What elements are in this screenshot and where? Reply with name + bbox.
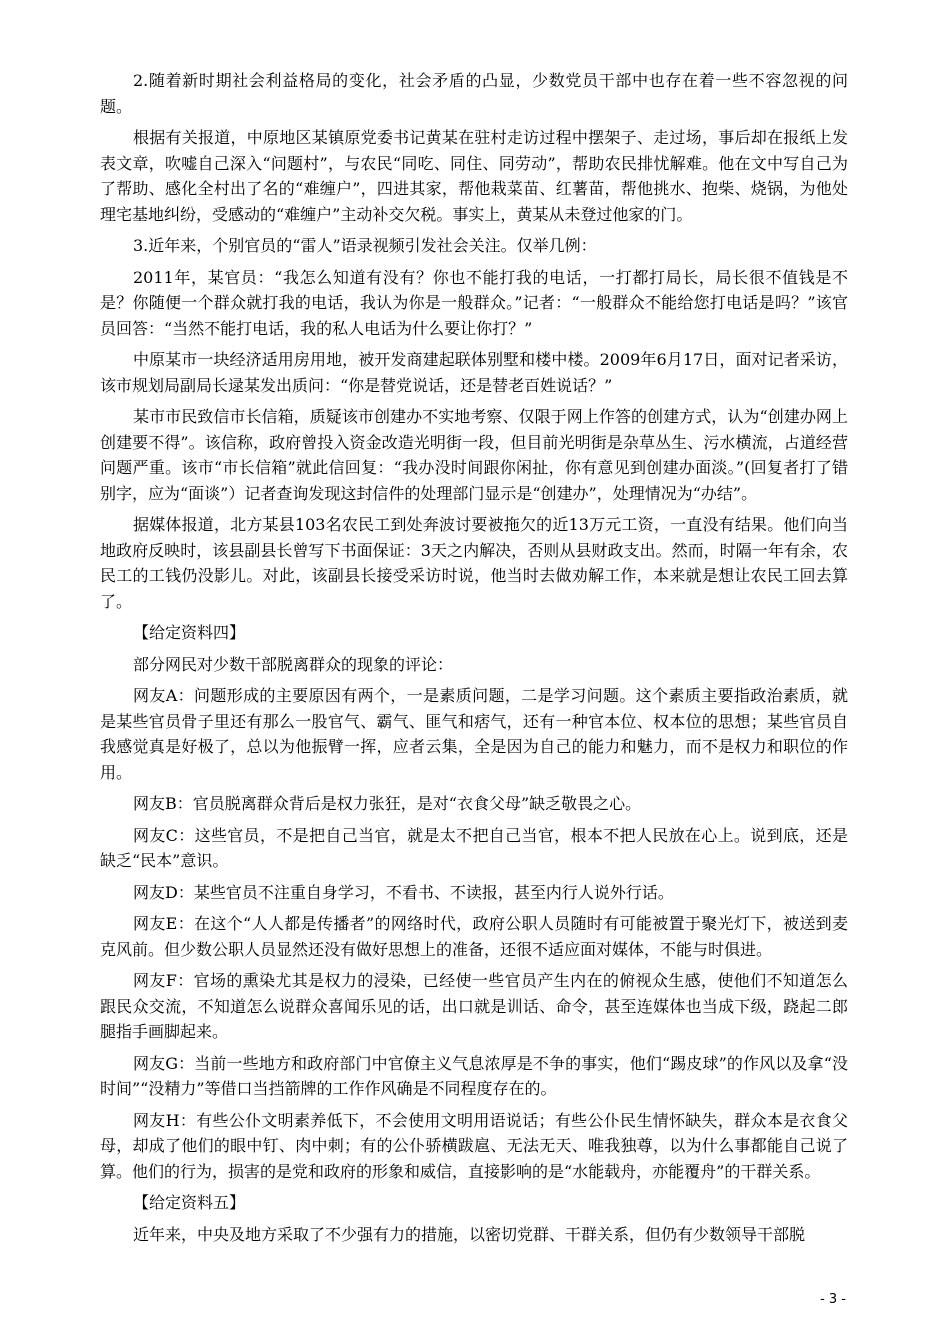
- comment-g: 网友G：当前一些地方和政府部门中官僚主义气息浓厚是不争的事实，他们“踢皮球”的作风以及拿“没时间”“没精力”等借口当挡箭牌的工作作风确是不同程度存在的。: [100, 1053, 848, 1098]
- paragraph-zhongyuan-city: 中原某市一块经济适用房用地，被开发商建起联体别墅和楼中楼。2009年6月17日，面对记者采访，该市规划局副局长逯某发出质问：“你是替党说话，还是替老百姓说话？”: [100, 350, 848, 395]
- section-heading-4: 【给定资料四】: [133, 623, 246, 642]
- paragraph-2011-official: 2011年，某官员：“我怎么知道有没有？你也不能打我的电话，一打都打局长，局长很不值钱是不是？你随便一个群众就打我的电话，我认为你是一般群众。”记者：“一般群众不能给您打电话是吗？”该官员回答：“当然不能打电话，我的私人电话为什么要让你打？”: [100, 267, 848, 338]
- document-page: [100, 68, 848, 1253]
- comment-c: 网友C：这些官员，不是把自己当官，就是太不把自己当官，根本不把人民放在心上。说到底，还是缺乏“民本”意识。: [100, 825, 848, 870]
- paragraph-huang-case: 根据有关报道，中原地区某镇原党委书记黄某在驻村走访过程中摆架子、走过场，事后却在报纸上发表文章，吹嘘自己深入“问题村”，与农民“同吃、同住、同劳动”，帮助农民排忧解难。他在文中写自己为了帮助、感化全村出了名的“难缠户”，四进其家，帮他栽菜苗、红薯苗，帮他挑水、抱柴、烧锅，为他处理宅基地纠纷，受感动的“难缠户”主动补交欠税。事实上，黄某从未登过他家的门。: [100, 128, 848, 224]
- comment-a: 网友A：问题形成的主要原因有两个，一是素质问题，二是学习问题。这个素质主要指政治素质，就是某些官员骨子里还有那么一股官气、霸气、匪气和痞气，还有一种官本位、权本位的思想；某些官员自我感觉真是好极了，总以为他振臂一挥，应者云集，全是因为自己的能力和魅力，而不是权力和职位的作用。: [100, 686, 848, 782]
- paragraph-item-2: 2.随着新时期社会利益格局的变化，社会矛盾的凸显，少数党员干部中也存在着一些不容忽视的问题。: [100, 71, 848, 116]
- section4-intro: 部分网民对少数干部脱离群众的现象的评论：: [133, 654, 454, 674]
- comment-d: 网友D：某些官员不注重自身学习，不看书、不读报，甚至内行人说外行话。: [133, 882, 674, 902]
- comment-e: 网友E：在这个“人人都是传播者”的网络时代，政府公职人员随时有可能被置于聚光灯下，被送到麦克风前。但少数公职人员显然还没有做好思想上的准备，还很不适应面对媒体，不能与时俱进。: [100, 914, 848, 959]
- page-number: - 3 -: [820, 1292, 846, 1307]
- comment-h: 网友H：有些公仆文明素养低下，不会使用文明用语说话；有些公仆民生情怀缺失，群众本是衣食父母，却成了他们的眼中钉、肉中刺；有的公仆骄横跋扈、无法无天、唯我独尊，以为什么事都能自己说了算。他们的行为，损害的是党和政府的形象和威信，直接影响的是“水能载舟，亦能覆舟”的干群关系。: [100, 1110, 848, 1181]
- section-heading-5: 【给定资料五】: [133, 1193, 246, 1212]
- comment-f: 网友F：官场的熏染尤其是权力的浸染，已经使一些官员产生内在的俯视众生感，使他们不知道怎么跟民众交流，不知道怎么说群众喜闻乐见的话，出口就是训话、命令，甚至连媒体也当成下级，跷起二郎腿指手画脚起来。: [100, 971, 848, 1041]
- paragraph-mayor-mailbox: 某市市民致信市长信箱，质疑该市创建办不实地考察、仅限于网上作答的创建方式，认为“创建办网上创建要不得”。该信称，政府曾投入资金改造光明街一段，但目前光明街是杂草丛生、污水横流，占道经营问题严重。该市“市长信箱”就此信回复：“我办没时间跟你闲扯，你有意见到创建办面淡。”(回复者打了错别字，应为“面谈”）记者查询发现这封信件的处理部门显示是“创建办”，处理情况为“办结”。: [100, 407, 848, 503]
- paragraph-item-3: 3.近年来，个别官员的“雷人”语录视频引发社会关注。仅举几例：: [133, 236, 597, 255]
- comment-b: 网友B：官员脱离群众背后是权力张狂，是对“衣食父母”缺乏敬畏之心。: [133, 794, 642, 813]
- section5-text: 近年来，中央及地方采取了不少强有力的措施，以密切党群、干群关系，但仍有少数领导干部脱: [133, 1224, 806, 1244]
- paragraph-migrant-wages: 据媒体报道，北方某县103名农民工到处奔波讨要被拖欠的近13万元工资，一直没有结果。他们向当地政府反映时，该县副县长曾写下书面保证：3天之内解决，否则从县财政支出。然而，时隔一年有余，农民工的工钱仍没影儿。对此，该副县长接受采访时说，他当时去做劝解工作，本来就是想让农民工回去算了。: [100, 515, 848, 611]
